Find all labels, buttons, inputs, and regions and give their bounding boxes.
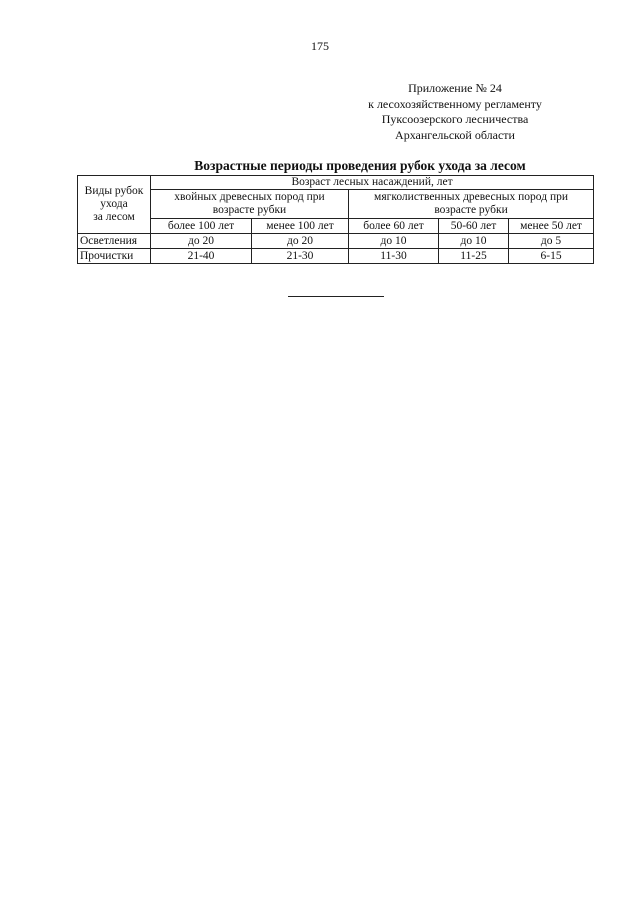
table-cell: до 10 [349, 234, 439, 249]
group-header-softwood [349, 190, 594, 219]
group-label-line: хвойных древесных пород при [174, 191, 325, 203]
subcolumn-header: более 100 лет [151, 219, 252, 234]
table-title: Возрастные периоды проведения рубок ухода за лесом [194, 158, 526, 173]
appendix-line: Приложение № 24 [408, 81, 502, 95]
subcolumn-header: менее 100 лет [252, 219, 349, 234]
subcolumn-header: более 60 лет [349, 219, 439, 234]
footnote-separator-line [288, 296, 384, 297]
row-name: Осветления [78, 234, 151, 249]
table-cell: 21-40 [151, 249, 252, 264]
age-periods-table [77, 175, 594, 264]
table-row [78, 234, 594, 249]
table-cell: до 10 [439, 234, 509, 249]
page-number: 175 [311, 39, 329, 53]
row-header-cell [78, 176, 151, 234]
group-label-line: возрасте рубки [434, 204, 508, 216]
table-cell: 11-25 [439, 249, 509, 264]
subcolumn-header: менее 50 лет [509, 219, 594, 234]
table-cell: до 20 [151, 234, 252, 249]
row-name: Прочистки [78, 249, 151, 264]
row-header-line: ухода [100, 198, 128, 210]
subcolumn-header: 50-60 лет [439, 219, 509, 234]
group-label-line: мягколиственных древесных пород при [374, 191, 569, 203]
table-row [78, 249, 594, 264]
age-header-cell: Возраст лесных насаждений, лет [151, 176, 594, 190]
table-cell: до 5 [509, 234, 594, 249]
row-header-line: за лесом [93, 211, 135, 223]
appendix-line: Архангельской области [395, 127, 515, 142]
table-cell: 11-30 [349, 249, 439, 264]
table-cell: 21-30 [252, 249, 349, 264]
appendix-line: Пуксоозерского лесничества [381, 112, 529, 126]
appendix-note [345, 81, 565, 143]
row-header-line: Виды рубок [84, 185, 144, 197]
group-label-line: возрасте рубки [212, 204, 287, 216]
group-header-coniferous [151, 190, 349, 219]
appendix-line: к лесохозяйственному регламенту [368, 96, 542, 111]
table-cell: 6-15 [509, 249, 594, 264]
table-cell: до 20 [252, 234, 349, 249]
